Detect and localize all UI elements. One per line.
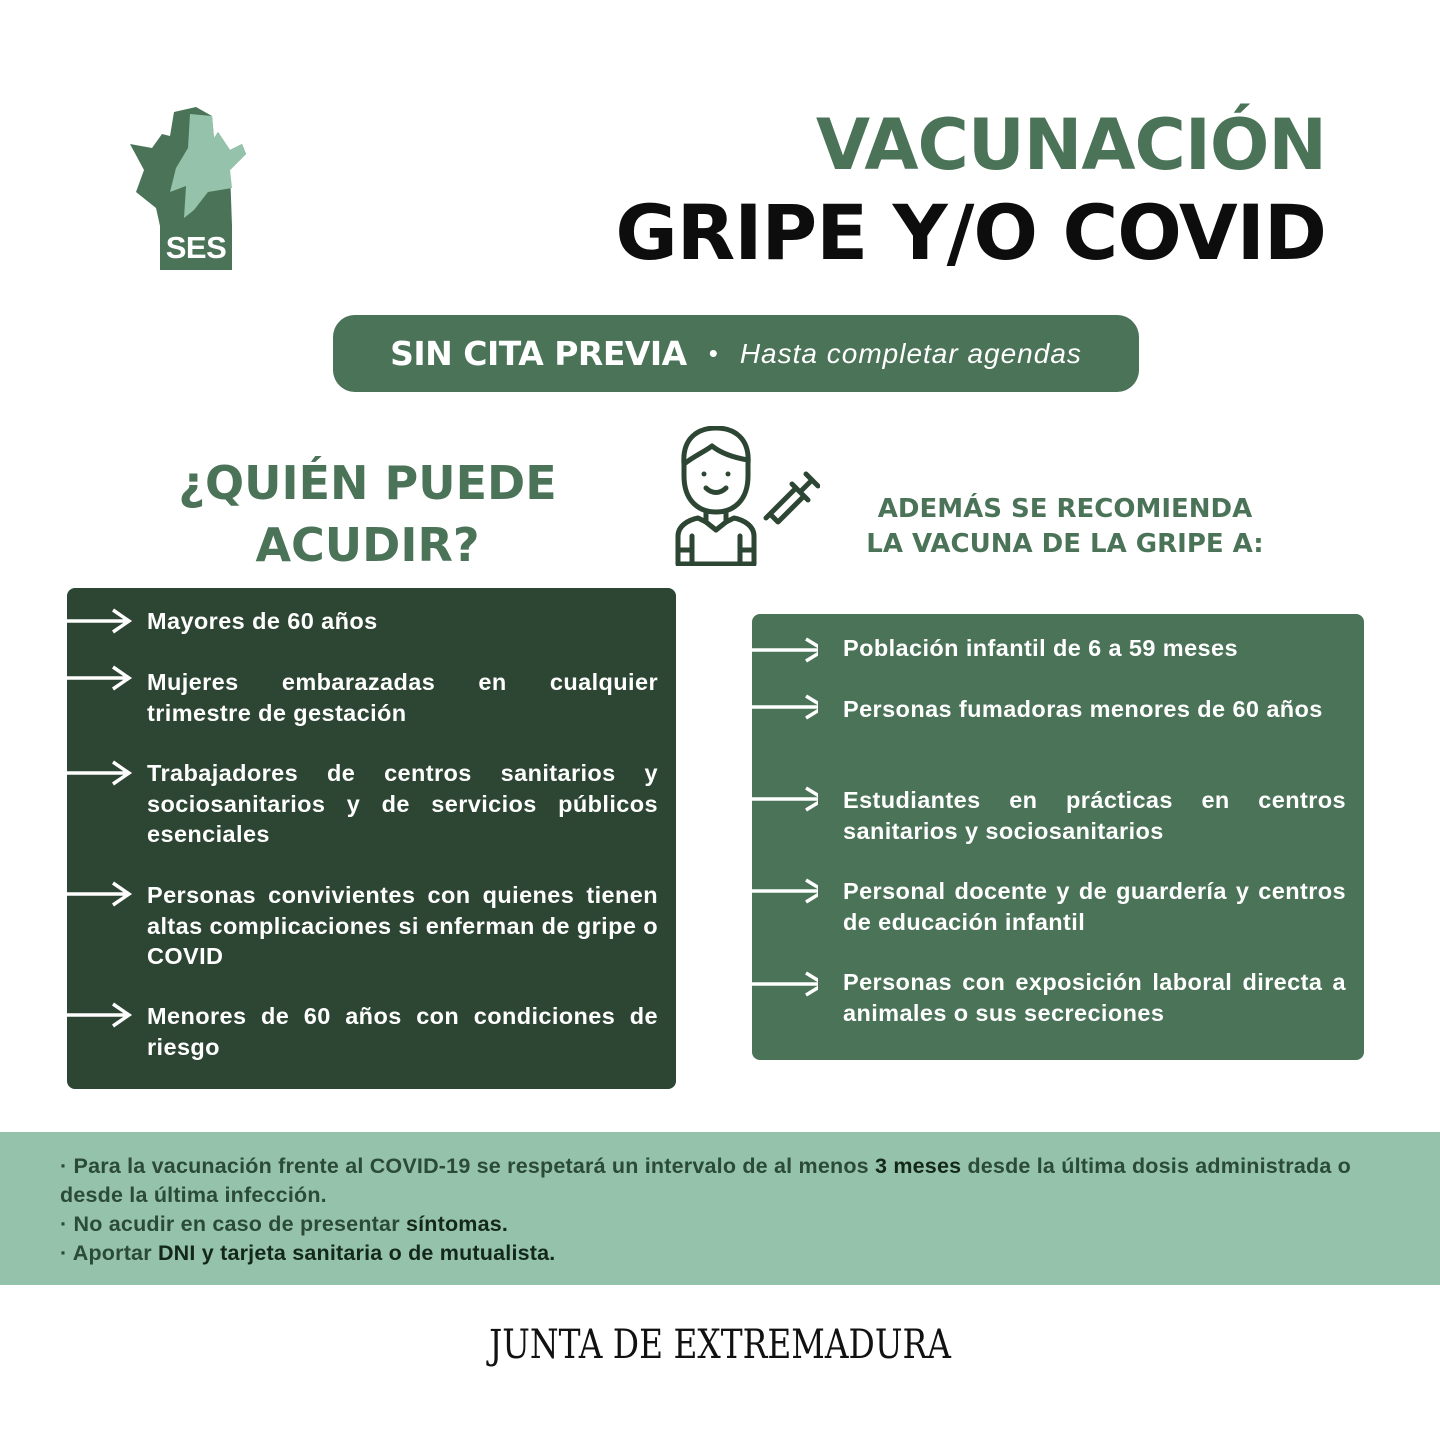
note-text: · Aportar xyxy=(60,1241,158,1265)
note-text: desde la última dosis administrada o desde la última infección. xyxy=(60,1154,1351,1207)
note-emphasis: DNI y tarjeta sanitaria o de mutualista. xyxy=(157,1241,556,1265)
recommend-heading xyxy=(850,492,1280,562)
child-vaccine-icon xyxy=(674,426,820,566)
note-documents xyxy=(60,1239,1400,1268)
note-text: · Para la vacunación frente al COVID-19 se respetará un intervalo de al menos xyxy=(60,1154,875,1178)
arrow-right-icon xyxy=(67,608,133,634)
list-item: Población infantil de 6 a 59 meses xyxy=(843,635,1238,661)
note-text: · No acudir en caso de presentar xyxy=(60,1212,406,1236)
banner-main: SIN CITA PREVIA xyxy=(390,334,687,373)
arrow-right-icon xyxy=(752,694,818,720)
note-covid-interval xyxy=(60,1152,1400,1210)
banner-sub: Hasta completar agendas xyxy=(739,337,1082,369)
arrow-right-icon xyxy=(67,1002,133,1028)
list-item: Personas con exposición laboral directa a animales o sus secreciones xyxy=(843,969,1346,1026)
arrow-right-icon xyxy=(67,760,133,786)
banner-separator: • xyxy=(708,338,718,368)
arrow-right-icon xyxy=(67,881,133,907)
junta-extremadura-logo: JUNTA DE EXTREMADURA xyxy=(489,1322,951,1368)
who-heading-line1: ¿QUIÉN PUEDE xyxy=(178,456,557,510)
list-item: Mujeres embarazadas en cualquier trimestre de gestación xyxy=(147,669,658,726)
list-item: Menores de 60 años con condiciones de riesgo xyxy=(147,1003,658,1060)
note-emphasis: 3 meses xyxy=(874,1154,962,1178)
recommend-list-box xyxy=(752,614,1364,1060)
who-heading-line2: ACUDIR? xyxy=(255,518,480,572)
notes-band xyxy=(0,1132,1440,1285)
title-gripe-covid: GRIPE Y/O COVID xyxy=(615,188,1326,277)
list-item: Personas fumadoras menores de 60 años xyxy=(843,696,1323,722)
recommend-heading-line2: LA VACUNA DE LA GRIPE A: xyxy=(866,529,1264,559)
arrow-right-icon xyxy=(752,971,818,997)
list-item: Mayores de 60 años xyxy=(147,608,378,634)
arrow-right-icon xyxy=(752,637,818,663)
note-symptoms xyxy=(60,1210,1400,1239)
recommend-heading-line1: ADEMÁS SE RECOMIENDA xyxy=(877,494,1253,524)
list-item: Estudiantes en prácticas en centros sanitarios y sociosanitarios xyxy=(843,787,1346,844)
note-emphasis: síntomas. xyxy=(405,1212,509,1236)
who-list-box xyxy=(67,588,676,1089)
list-item: Personas convivientes con quienes tienen altas complicaciones si enferman de gripe o COVID xyxy=(147,882,658,969)
list-item: Trabajadores de centros sanitarios y sociosanitarios y de servicios públicos esenciales xyxy=(147,760,658,847)
arrow-right-icon xyxy=(752,786,818,812)
no-appointment-banner xyxy=(333,315,1139,392)
list-item: Personal docente y de guardería y centros de educación infantil xyxy=(843,878,1346,935)
who-heading xyxy=(140,452,595,576)
arrow-right-icon xyxy=(752,878,818,904)
title-vacunacion: VACUNACIÓN xyxy=(815,104,1326,186)
ses-logo-text: SES xyxy=(165,230,227,265)
arrow-right-icon xyxy=(67,665,133,691)
